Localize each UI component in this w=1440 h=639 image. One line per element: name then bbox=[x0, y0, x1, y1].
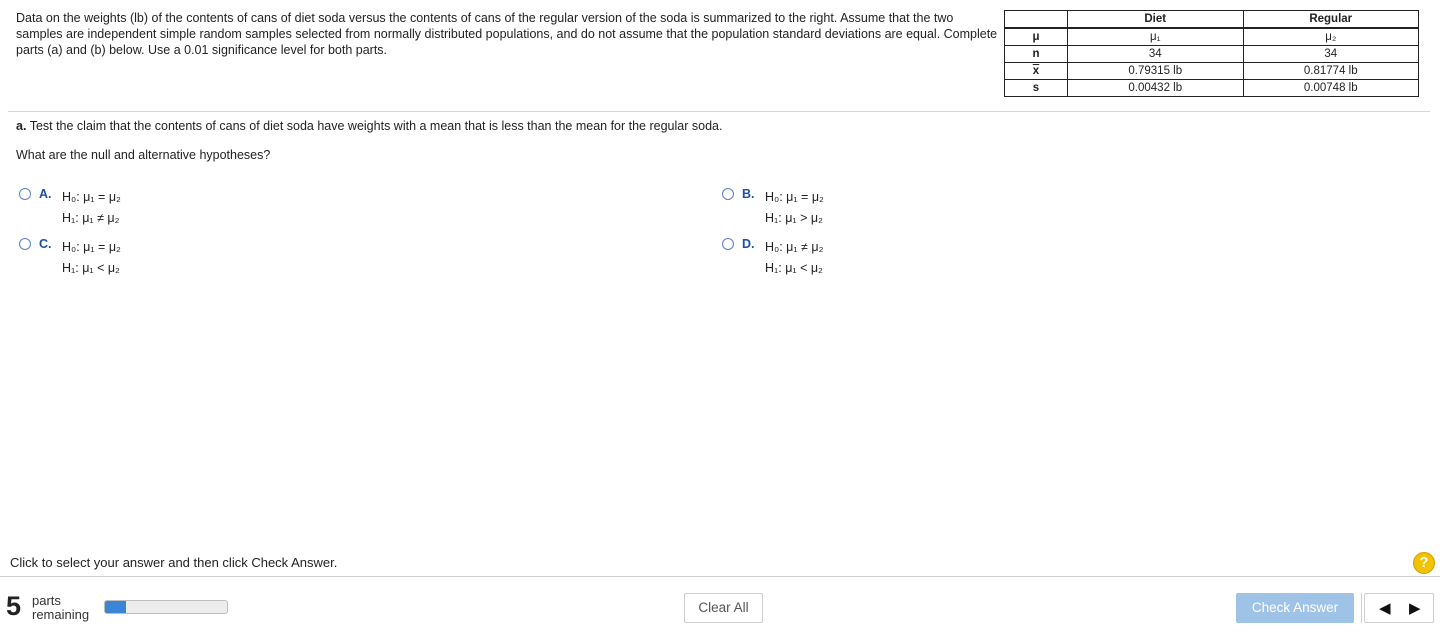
table-header-row bbox=[1005, 11, 1419, 29]
question-text: What are the null and alternative hypotheses? bbox=[16, 148, 271, 162]
option-letter: B. bbox=[742, 187, 755, 201]
clear-all-button[interactable]: Clear All bbox=[684, 593, 763, 623]
table-row bbox=[1005, 63, 1419, 80]
row-label-s: s bbox=[1005, 80, 1068, 97]
parts-label-line2: remaining bbox=[32, 607, 90, 622]
part-a-statement bbox=[16, 119, 722, 133]
table-row bbox=[1005, 46, 1419, 63]
progress-bar bbox=[104, 600, 228, 614]
cell-regular-mu: μ₂ bbox=[1243, 28, 1419, 46]
parts-remaining-label bbox=[32, 594, 89, 622]
cell-diet-xbar: 0.79315 lb bbox=[1068, 63, 1244, 80]
null-hypothesis: H₀: μ₁ = μ₂ bbox=[62, 240, 121, 254]
option-letter: A. bbox=[39, 187, 52, 201]
button-separator bbox=[1361, 593, 1362, 623]
option-hypotheses bbox=[765, 237, 823, 279]
cell-regular-n: 34 bbox=[1243, 46, 1419, 63]
summary-table bbox=[1004, 10, 1419, 97]
row-label-mu: μ bbox=[1005, 28, 1068, 46]
alternative-hypothesis: H₁: μ₁ < μ₂ bbox=[62, 261, 120, 275]
null-hypothesis: H₀: μ₁ = μ₂ bbox=[765, 190, 824, 204]
alternative-hypothesis: H₁: μ₁ < μ₂ bbox=[765, 261, 823, 275]
cell-regular-s: 0.00748 lb bbox=[1243, 80, 1419, 97]
parts-remaining-count: 5 bbox=[6, 591, 22, 621]
problem-intro: Data on the weights (lb) of the contents of cans of diet soda versus the contents of cans of the regular version of the soda is summarized to the right. Assume that the two samples are independent simple random samples selected from normally distributed populations, and do not assume that the population standard deviations are equal. Complete parts (a) and (b) below. Use a 0.01 significance level for both parts. bbox=[16, 11, 998, 57]
section-divider bbox=[8, 111, 1430, 112]
option-letter: C. bbox=[39, 237, 52, 251]
table-header-regular: Regular bbox=[1243, 11, 1419, 29]
option-hypotheses bbox=[62, 237, 121, 279]
part-a-label: a. bbox=[16, 119, 27, 133]
radio-button[interactable] bbox=[19, 238, 31, 250]
footer-divider bbox=[0, 576, 1440, 577]
radio-button[interactable] bbox=[19, 188, 31, 200]
table-row bbox=[1005, 80, 1419, 97]
cell-regular-xbar: 0.81774 lb bbox=[1243, 63, 1419, 80]
option-hypotheses bbox=[765, 187, 824, 229]
table-header-empty bbox=[1005, 11, 1068, 29]
option-letter: D. bbox=[742, 237, 755, 251]
check-answer-button[interactable]: Check Answer bbox=[1236, 593, 1354, 623]
row-label-n: n bbox=[1005, 46, 1068, 63]
instruction-text: Click to select your answer and then click Check Answer. bbox=[10, 555, 338, 570]
alternative-hypothesis: H₁: μ₁ ≠ μ₂ bbox=[62, 211, 120, 225]
progress-fill bbox=[105, 601, 126, 613]
cell-diet-s: 0.00432 lb bbox=[1068, 80, 1244, 97]
parts-label-line1: parts bbox=[32, 593, 61, 608]
row-label-xbar: $\overline{x}$ bbox=[1005, 63, 1068, 80]
cell-diet-mu: μ₁ bbox=[1068, 28, 1244, 46]
option-hypotheses bbox=[62, 187, 121, 229]
table-row bbox=[1005, 28, 1419, 46]
help-icon[interactable]: ? bbox=[1413, 552, 1435, 574]
radio-button[interactable] bbox=[722, 238, 734, 250]
alternative-hypothesis: H₁: μ₁ > μ₂ bbox=[765, 211, 823, 225]
part-a-text: Test the claim that the contents of cans of diet soda have weights with a mean that is less than the mean for the regular soda. bbox=[29, 119, 723, 133]
radio-button[interactable] bbox=[722, 188, 734, 200]
question-nav bbox=[1364, 593, 1434, 623]
cell-diet-n: 34 bbox=[1068, 46, 1244, 63]
null-hypothesis: H₀: μ₁ = μ₂ bbox=[62, 190, 121, 204]
table-header-diet: Diet bbox=[1068, 11, 1244, 29]
next-arrow-icon[interactable]: ▶ bbox=[1409, 600, 1421, 617]
null-hypothesis: H₀: μ₁ ≠ μ₂ bbox=[765, 240, 824, 254]
previous-arrow-icon[interactable]: ◀ bbox=[1379, 600, 1391, 617]
